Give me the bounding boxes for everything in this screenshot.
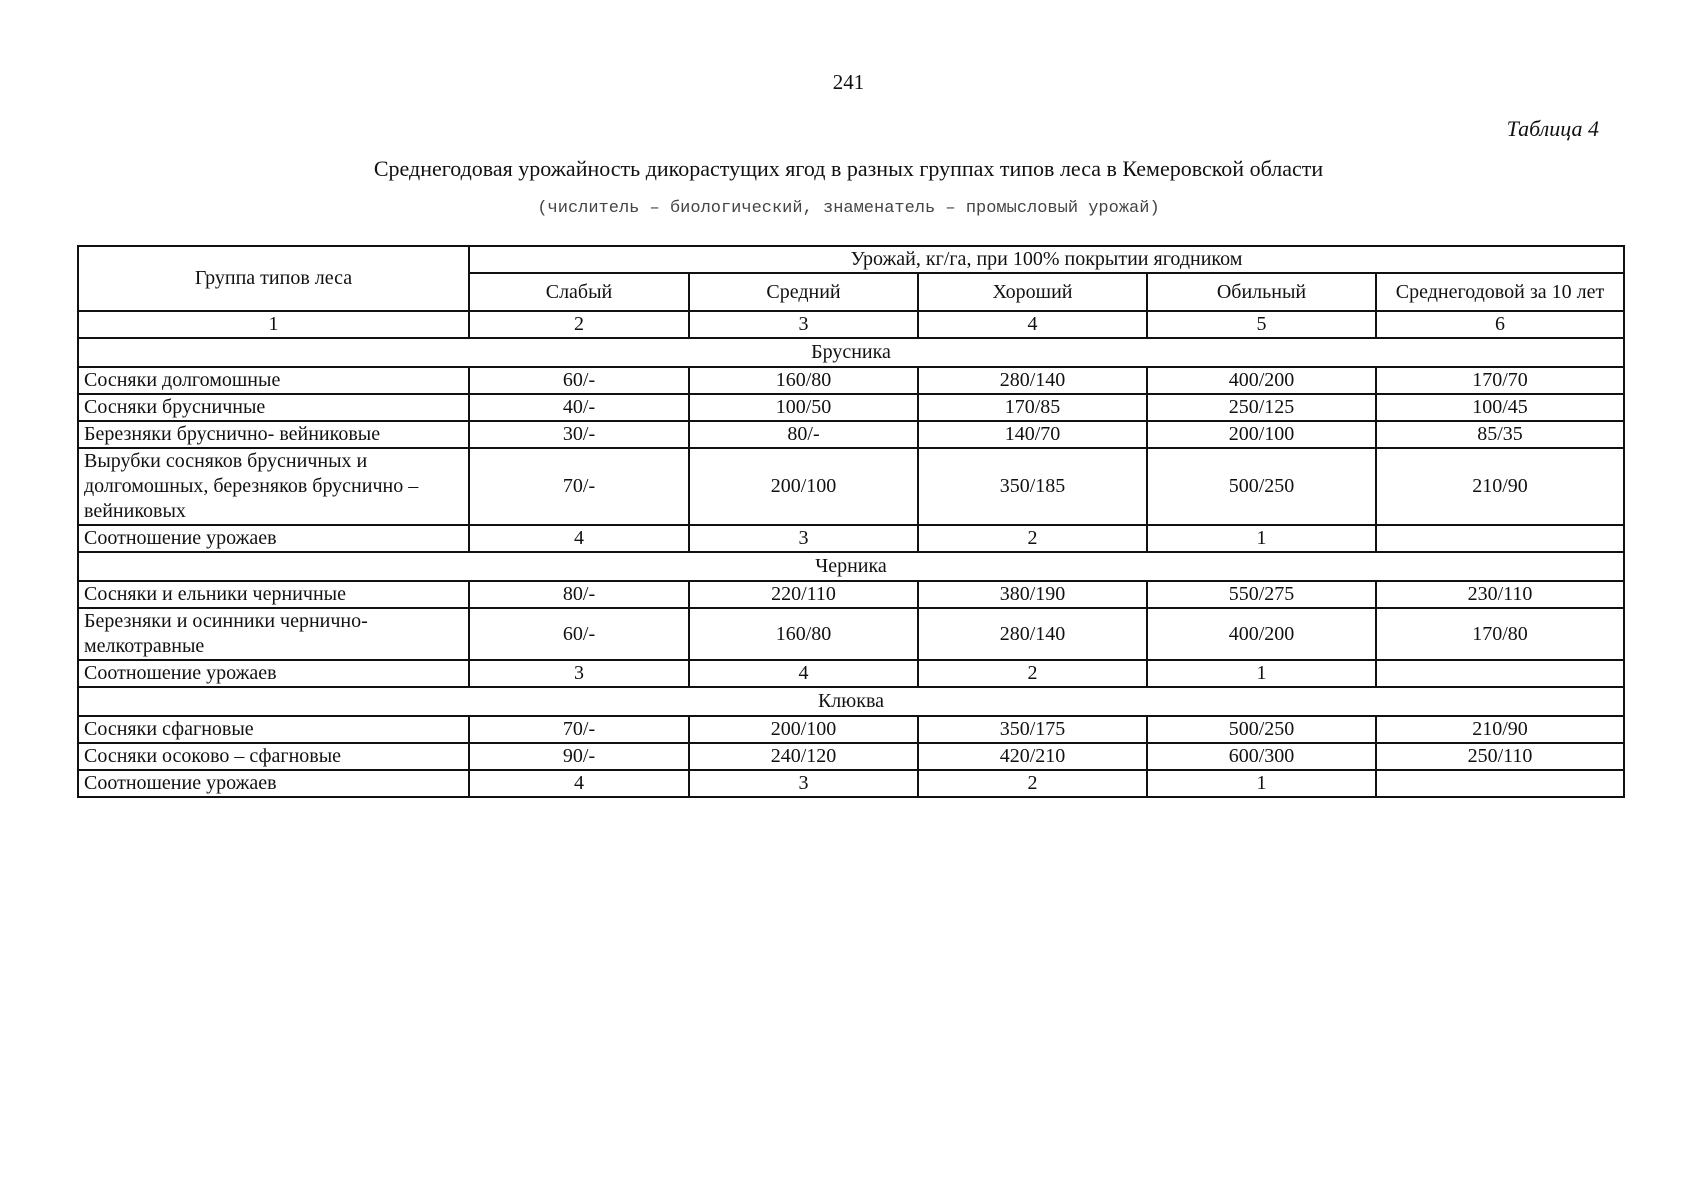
yield-value: 4 (689, 660, 918, 687)
yield-value: 3 (689, 525, 918, 552)
table-body (78, 338, 1624, 797)
yield-value: 170/80 (1376, 608, 1624, 660)
forest-group-name: Березняки и осинники чернично-мелкотравные (78, 608, 469, 660)
section-title: Клюква (78, 687, 1624, 716)
column-number: 6 (1376, 311, 1624, 338)
forest-group-name: Сосняки долгомошные (78, 367, 469, 394)
yield-value: 500/250 (1147, 448, 1376, 525)
forest-group-name: Соотношение урожаев (78, 525, 469, 552)
yield-value: 240/120 (689, 743, 918, 770)
yield-value: 40/- (469, 394, 689, 421)
yield-value: 160/80 (689, 367, 918, 394)
header-forest-group: Группа типов леса (78, 246, 469, 311)
table-row (78, 367, 1624, 394)
yield-value: 200/100 (1147, 421, 1376, 448)
column-number: 1 (78, 311, 469, 338)
yield-value: 230/110 (1376, 581, 1624, 608)
yield-value: 170/70 (1376, 367, 1624, 394)
section-row (78, 338, 1624, 367)
table-row (78, 743, 1624, 770)
yield-value: 160/80 (689, 608, 918, 660)
table-caption: Таблица 4 (1506, 116, 1599, 141)
table-row (78, 581, 1624, 608)
yield-value: 100/50 (689, 394, 918, 421)
yield-value: 350/185 (918, 448, 1147, 525)
section-row (78, 552, 1624, 581)
column-number: 2 (469, 311, 689, 338)
yield-value: 70/- (469, 448, 689, 525)
document-title: Среднегодовая урожайность дикорастущих ягод в разных группах типов леса в Кемеровской области (373, 156, 1324, 181)
column-number: 4 (918, 311, 1147, 338)
yield-value: 4 (469, 525, 689, 552)
yield-value (1376, 660, 1624, 687)
yield-value (1376, 770, 1624, 797)
table-row (78, 716, 1624, 743)
yield-value: 2 (918, 770, 1147, 797)
yield-value: 80/- (469, 581, 689, 608)
table-row (78, 448, 1624, 525)
yield-value: 100/45 (1376, 394, 1624, 421)
yield-value: 30/- (469, 421, 689, 448)
yield-value: 400/200 (1147, 608, 1376, 660)
yield-value: 200/100 (689, 716, 918, 743)
yield-value: 140/70 (918, 421, 1147, 448)
document-subtitle: (числитель – биологический, знаменатель – промысловый урожай) (537, 199, 1160, 218)
yield-value: 380/190 (918, 581, 1147, 608)
yield-table (77, 245, 1625, 798)
table-row (78, 394, 1624, 421)
column-number: 3 (689, 311, 918, 338)
yield-value: 2 (918, 525, 1147, 552)
section-title: Брусника (78, 338, 1624, 367)
header-abundant: Обильный (1147, 273, 1376, 311)
table-row (78, 608, 1624, 660)
header-weak: Слабый (469, 273, 689, 311)
yield-value: 1 (1147, 525, 1376, 552)
forest-group-name: Сосняки сфагновые (78, 716, 469, 743)
table-row (78, 421, 1624, 448)
column-number-row (78, 311, 1624, 338)
yield-value: 600/300 (1147, 743, 1376, 770)
section-title: Черника (78, 552, 1624, 581)
yield-value: 280/140 (918, 367, 1147, 394)
yield-value: 250/110 (1376, 743, 1624, 770)
yield-value: 2 (918, 660, 1147, 687)
table-row (78, 525, 1624, 552)
yield-value: 60/- (469, 608, 689, 660)
yield-value: 80/- (689, 421, 918, 448)
yield-value: 90/- (469, 743, 689, 770)
yield-value: 550/275 (1147, 581, 1376, 608)
yield-value: 1 (1147, 770, 1376, 797)
yield-value: 420/210 (918, 743, 1147, 770)
yield-value: 200/100 (689, 448, 918, 525)
forest-group-name: Соотношение урожаев (78, 660, 469, 687)
yield-value: 220/110 (689, 581, 918, 608)
header-yield: Урожай, кг/га, при 100% покрытии ягодником (469, 246, 1624, 273)
yield-value: 500/250 (1147, 716, 1376, 743)
yield-value: 85/35 (1376, 421, 1624, 448)
yield-value: 3 (689, 770, 918, 797)
yield-value: 250/125 (1147, 394, 1376, 421)
section-row (78, 687, 1624, 716)
forest-group-name: Вырубки сосняков брусничных и долгомошных, березняков бруснично – вейниковых (78, 448, 469, 525)
page-number: 241 (832, 70, 865, 94)
forest-group-name: Березняки бруснично- вейниковые (78, 421, 469, 448)
yield-value: 60/- (469, 367, 689, 394)
yield-value: 210/90 (1376, 716, 1624, 743)
yield-value: 210/90 (1376, 448, 1624, 525)
table-row (78, 660, 1624, 687)
yield-value: 350/175 (918, 716, 1147, 743)
yield-value (1376, 525, 1624, 552)
header-average-10y: Среднегодовой за 10 лет (1376, 273, 1624, 311)
table-row (78, 770, 1624, 797)
yield-value: 3 (469, 660, 689, 687)
forest-group-name: Сосняки осоково – сфагновые (78, 743, 469, 770)
yield-value: 280/140 (918, 608, 1147, 660)
forest-group-name: Сосняки и ельники черничные (78, 581, 469, 608)
forest-group-name: Сосняки брусничные (78, 394, 469, 421)
yield-value: 70/- (469, 716, 689, 743)
yield-value: 1 (1147, 660, 1376, 687)
yield-value: 400/200 (1147, 367, 1376, 394)
column-number: 5 (1147, 311, 1376, 338)
header-good: Хороший (918, 273, 1147, 311)
yield-value: 4 (469, 770, 689, 797)
yield-value: 170/85 (918, 394, 1147, 421)
header-medium: Средний (689, 273, 918, 311)
forest-group-name: Соотношение урожаев (78, 770, 469, 797)
